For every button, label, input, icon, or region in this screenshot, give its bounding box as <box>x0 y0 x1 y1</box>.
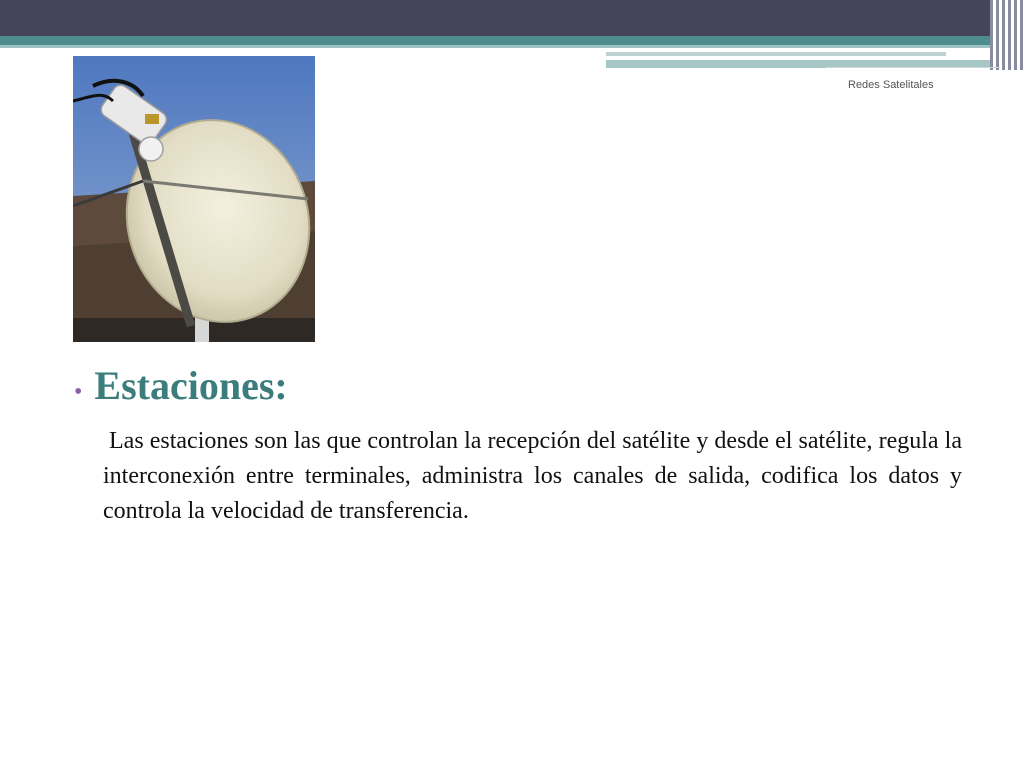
header-band <box>0 0 1024 36</box>
heading-row <box>74 362 288 409</box>
satellite-dish-photo <box>73 56 315 342</box>
header-teal-line <box>0 36 1000 45</box>
slide-header-label: Redes Satelitales <box>848 79 934 91</box>
header-tab-bar <box>606 52 946 56</box>
slide-body-text: Las estaciones son las que controlan la recepción del satélite y desde el satélite, regula la interconexión entre terminales, administra los canales de salida, codifica los datos y controla la velocidad de transferencia. <box>103 428 962 524</box>
slide-heading: Estaciones: <box>94 363 288 408</box>
header-stripes <box>990 0 1024 70</box>
header-thin-line <box>826 67 1000 68</box>
bullet-icon: • <box>74 379 83 405</box>
